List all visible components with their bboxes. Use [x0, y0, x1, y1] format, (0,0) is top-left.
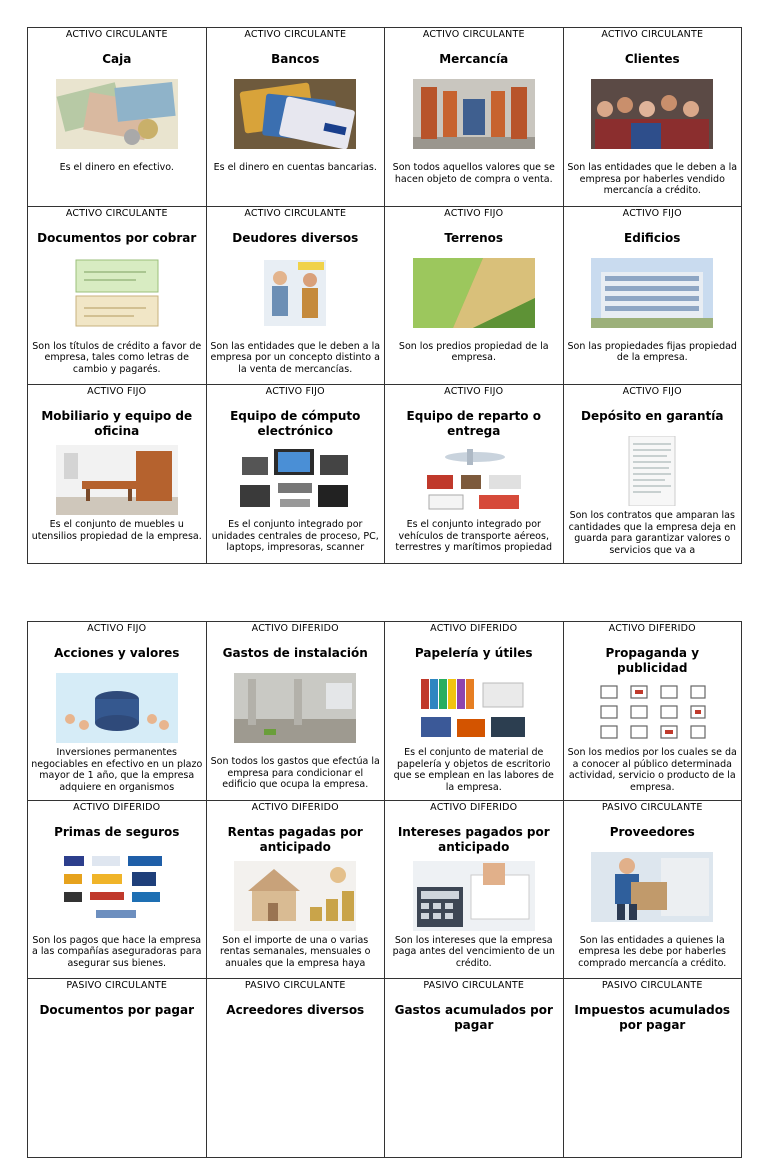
account-card: [28, 801, 207, 980]
stationery-image: [413, 673, 535, 743]
account-category: PASIVO CIRCULANTE: [601, 980, 703, 991]
account-description: Son los títulos de crédito a favor de empresa, tales como letras de cambio y pagarés.: [32, 340, 202, 375]
office-furniture-image: [56, 445, 178, 515]
account-category: ACTIVO DIFERIDO: [73, 801, 161, 813]
account-title: Caja: [102, 52, 132, 66]
account-card: [28, 207, 207, 386]
account-title: Intereses pagados por anticipado: [397, 824, 550, 854]
account-category: ACTIVO DIFERIDO: [430, 801, 518, 813]
account-category: ACTIVO CIRCULANTE: [244, 29, 347, 40]
account-card: [385, 207, 564, 386]
account-category: ACTIVO FIJO: [444, 207, 504, 219]
account-title: Primas de seguros: [54, 824, 180, 839]
account-title: Gastos de instalación: [222, 646, 368, 660]
account-title: Equipo de cómputo electrónico: [230, 409, 361, 438]
account-description: Son las entidades que le deben a la empresa por un concepto distinto a la venta de mercancías.: [210, 340, 381, 375]
account-description: Son las propiedades fijas propiedad de la empresa.: [567, 340, 737, 363]
account-card: [385, 801, 564, 980]
computer-equipment-image: [234, 445, 356, 515]
account-card: [28, 979, 207, 1158]
account-card: [385, 979, 564, 1158]
account-category: ACTIVO CIRCULANTE: [244, 207, 347, 219]
account-title: Acciones y valores: [54, 646, 180, 660]
account-description: Son las entidades que le deben a la empresa por haberles vendido mercancía a crédito.: [567, 162, 738, 196]
account-category: PASIVO CIRCULANTE: [244, 980, 346, 991]
account-title: Mobiliario y equipo de oficina: [41, 409, 193, 438]
insurance-logos-image: [56, 852, 178, 922]
account-category: PASIVO CIRCULANTE: [423, 980, 525, 991]
account-title: Gastos acumulados por pagar: [394, 1003, 553, 1032]
house-coins-image: [234, 861, 356, 931]
account-title: Depósito en garantía: [581, 409, 724, 423]
construction-room-image: [234, 673, 356, 743]
account-card: [564, 622, 743, 801]
account-description: Es el dinero en cuentas bancarias.: [213, 162, 377, 173]
account-category: ACTIVO FIJO: [87, 386, 147, 397]
account-category: ACTIVO CIRCULANTE: [422, 29, 525, 40]
account-description: Es el conjunto de material de papelería y objetos de escritorio que se emplean en las labores de la empresa.: [393, 747, 554, 793]
account-card: [207, 207, 386, 386]
account-category: ACTIVO CIRCULANTE: [65, 207, 168, 219]
account-title: Impuestos acumulados por pagar: [574, 1003, 731, 1032]
account-description: Es el conjunto integrado por vehículos de transporte aéreos, terrestres y marítimos propiedad: [395, 519, 553, 553]
debtor-image: [234, 258, 356, 328]
account-category: ACTIVO FIJO: [444, 386, 504, 397]
account-description: Son los intereses que la empresa paga antes del vencimiento de un crédito.: [392, 934, 555, 969]
account-category: ACTIVO DIFERIDO: [251, 623, 339, 634]
cash-image: [56, 79, 178, 149]
account-card: [28, 385, 207, 564]
account-card: [207, 28, 386, 207]
building-image: [591, 258, 713, 328]
account-title: Clientes: [624, 52, 680, 66]
advertising-icons-image: [591, 682, 713, 752]
account-description: Son las entidades a quienes la empresa les debe por haberles comprado mercancía a crédito.: [578, 934, 727, 969]
account-card: [564, 385, 743, 564]
account-card: [28, 28, 207, 207]
account-description: Son todos los gastos que efectúa la empresa para condicionar el edificio que ocupa la empresa.: [210, 756, 380, 790]
account-category: ACTIVO FIJO: [87, 623, 147, 634]
delivery-man-image: [591, 852, 713, 922]
account-title: Mercancía: [439, 52, 509, 66]
account-card: [564, 979, 743, 1158]
account-description: Son los pagos que hace la empresa a las compañías aseguradoras para asegurar sus bienes.: [32, 934, 202, 969]
account-card: [207, 622, 386, 801]
account-card: [385, 385, 564, 564]
account-description: Son los predios propiedad de la empresa.: [398, 340, 549, 363]
account-description: Son todos aquellos valores que se hacen objeto de compra o venta.: [392, 162, 555, 185]
account-category: ACTIVO FIJO: [622, 207, 682, 219]
account-title: Proveedores: [609, 824, 695, 839]
account-title: Documentos por cobrar: [37, 230, 197, 245]
account-description: Son los medios por los cuales se da a conocer al público determinada actividad, servicio o producto de la empresa.: [567, 747, 737, 793]
credit-cards-image: [234, 79, 356, 149]
crowd-image: [591, 79, 713, 149]
account-title: Deudores diversos: [232, 230, 359, 245]
account-description: Son los contratos que amparan las cantidades que la empresa deja en guarda para garantizar valores o servicios que va a: [568, 510, 736, 556]
account-category: ACTIVO DIFERIDO: [251, 801, 339, 813]
investors-image: [56, 673, 178, 743]
account-category: PASIVO CIRCULANTE: [601, 801, 703, 813]
account-title: Bancos: [271, 52, 320, 66]
account-category: ACTIVO DIFERIDO: [608, 623, 696, 634]
account-title: Terrenos: [444, 230, 504, 245]
account-card: [564, 207, 743, 386]
account-card: [207, 801, 386, 980]
account-category: PASIVO CIRCULANTE: [66, 980, 168, 991]
account-cards-grid-2: [27, 621, 742, 1158]
account-card: [385, 28, 564, 207]
account-title: Acreedores diversos: [226, 1003, 365, 1017]
account-category: ACTIVO FIJO: [265, 386, 325, 397]
account-description: Es el conjunto integrado por unidades centrales de proceso, PC, laptops, impresoras, scanner: [211, 519, 379, 553]
account-description: Inversiones permanentes negociables en efectivo en un plazo mayor de 1 año, que la empresa adquiere en organismos: [31, 747, 203, 793]
account-card: [564, 28, 743, 207]
account-description: Es el dinero en efectivo.: [59, 162, 174, 173]
warehouse-image: [413, 79, 535, 149]
delivery-vehicles-image: [413, 445, 535, 515]
account-title: Edificios: [624, 230, 681, 245]
account-card: [207, 979, 386, 1158]
account-category: ACTIVO FIJO: [622, 386, 682, 397]
account-card: [564, 801, 743, 980]
account-card: [28, 622, 207, 801]
fields-image: [413, 258, 535, 328]
account-title: Documentos por pagar: [39, 1003, 195, 1017]
account-title: Equipo de reparto o entrega: [406, 409, 541, 438]
account-title: Propaganda y publicidad: [605, 646, 700, 675]
account-title: Papelería y útiles: [414, 646, 533, 660]
account-description: Es el conjunto de muebles u utensilios propiedad de la empresa.: [31, 519, 202, 542]
account-card: [207, 385, 386, 564]
account-description: Son el importe de una o varias rentas semanales, mensuales o anuales que la empresa haya: [220, 934, 371, 969]
account-card: [385, 622, 564, 801]
checks-image: [56, 258, 178, 328]
account-cards-grid-1: [27, 27, 742, 564]
account-category: ACTIVO CIRCULANTE: [65, 29, 168, 40]
account-title: Rentas pagadas por anticipado: [227, 824, 363, 854]
calculator-hands-image: [413, 861, 535, 931]
contract-document-image: [591, 436, 713, 506]
account-category: ACTIVO CIRCULANTE: [601, 29, 704, 40]
account-category: ACTIVO DIFERIDO: [430, 623, 518, 634]
